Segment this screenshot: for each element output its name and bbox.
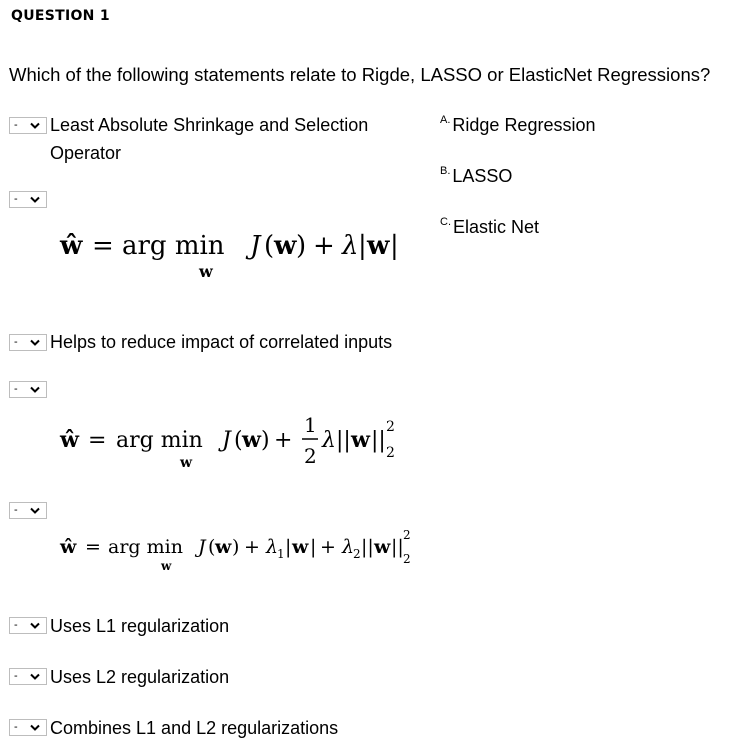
eq-bar-open: | — [285, 536, 292, 558]
eq-lambda2-sub: 2 — [353, 547, 361, 561]
statement-6: Uses L1 regularization — [50, 616, 230, 636]
eq-bar-close: | — [390, 231, 399, 261]
statement-1 — [50, 111, 368, 167]
dropdown-value: - — [14, 193, 18, 205]
dropdown-value: - — [14, 670, 18, 682]
chevron-down-icon — [30, 622, 40, 630]
chevron-down-icon — [30, 507, 40, 515]
eq-sub: 2 — [403, 552, 411, 566]
eq-w3: w — [374, 536, 391, 558]
eq-w2: w — [351, 427, 370, 453]
eq-argmin-sub: w — [180, 455, 193, 471]
equation-elastic-net — [58, 520, 438, 580]
statement-3: Helps to reduce impact of correlated inputs — [50, 332, 393, 352]
chevron-down-icon — [30, 673, 40, 681]
eq-J: J — [198, 536, 206, 558]
chevron-down-icon — [30, 339, 40, 347]
equation-lasso — [58, 222, 418, 286]
option-a — [440, 115, 595, 136]
eq-J: J — [222, 428, 231, 453]
eq-argmin-sub: w — [199, 262, 213, 281]
option-b-letter: B. — [440, 165, 451, 177]
option-b — [440, 166, 512, 187]
eq-argmin: arg min — [116, 428, 203, 453]
eq-bar-open: | — [358, 231, 367, 261]
match-dropdown-4[interactable] — [9, 381, 47, 398]
eq-lambda1: λ — [266, 536, 279, 558]
eq-w: w — [215, 536, 232, 558]
statement-7: Uses L2 regularization — [50, 667, 230, 687]
chevron-down-icon — [30, 724, 40, 732]
eq-argmin-sub: w — [161, 559, 172, 573]
eq-w2: w — [367, 231, 390, 261]
eq-equals: = — [88, 428, 107, 453]
eq-sub: 2 — [386, 445, 395, 461]
question-header: QUESTION 1 — [11, 8, 110, 24]
match-dropdown-1[interactable] — [9, 117, 47, 134]
chevron-down-icon — [30, 196, 40, 204]
dropdown-value: - — [14, 336, 18, 348]
eq-plus: + — [313, 231, 335, 261]
eq-w-hat: ŵ — [60, 536, 77, 558]
chevron-down-icon — [30, 386, 40, 394]
equation-ridge — [58, 405, 418, 475]
match-dropdown-6[interactable] — [9, 617, 47, 634]
eq-w-hat: ŵ — [60, 231, 83, 261]
match-dropdown-8[interactable] — [9, 719, 47, 736]
eq-paren-close: ) — [232, 536, 240, 558]
dropdown-value: - — [14, 119, 18, 131]
eq-equals: = — [85, 536, 101, 558]
eq-norm-open: || — [336, 428, 351, 453]
statement-1-line2: Operator — [50, 143, 122, 163]
eq-lambda: λ — [322, 428, 336, 453]
option-c — [440, 217, 539, 238]
eq-norm-close: || — [391, 536, 404, 558]
eq-sup: 2 — [403, 528, 411, 542]
dropdown-value: - — [14, 504, 18, 516]
eq-norm-close: || — [371, 428, 386, 453]
dropdown-value: - — [14, 619, 18, 631]
chevron-down-icon — [30, 122, 40, 130]
eq-w: w — [242, 427, 261, 453]
eq-frac-num: 1 — [304, 413, 317, 437]
match-dropdown-7[interactable] — [9, 668, 47, 685]
eq-w-hat: ŵ — [60, 427, 79, 453]
option-a-letter: A. — [440, 114, 451, 126]
option-c-letter: C. — [440, 216, 451, 228]
eq-plus: + — [244, 536, 260, 558]
eq-argmin: arg min — [122, 231, 225, 261]
statement-8: Combines L1 and L2 regularizations — [50, 718, 339, 738]
match-dropdown-5[interactable] — [9, 502, 47, 519]
eq-argmin: arg min — [108, 536, 183, 558]
match-dropdown-3[interactable] — [9, 334, 47, 351]
statement-1-line1: Least Absolute Shrinkage and Selection — [50, 115, 369, 135]
option-b-label: LASSO — [452, 166, 513, 186]
eq-paren-open: ( — [208, 536, 216, 558]
eq-J: J — [250, 231, 261, 261]
option-a-label: Ridge Regression — [452, 115, 596, 135]
eq-w: w — [274, 231, 297, 261]
dropdown-value: - — [14, 721, 18, 733]
dropdown-value: - — [14, 383, 18, 395]
eq-norm-open: || — [361, 536, 374, 558]
eq-plus2: + — [320, 536, 336, 558]
eq-lambda: λ — [342, 231, 359, 261]
eq-bar-close: | — [310, 536, 317, 558]
eq-frac-den: 2 — [304, 444, 317, 468]
eq-lambda2: λ — [342, 536, 355, 558]
option-c-label: Elastic Net — [453, 217, 540, 237]
eq-equals: = — [92, 231, 114, 261]
eq-lambda1-sub: 1 — [277, 547, 285, 561]
eq-plus: + — [274, 428, 293, 453]
eq-sup: 2 — [386, 419, 395, 435]
eq-paren-open: ( — [234, 428, 243, 453]
match-dropdown-2[interactable] — [9, 191, 47, 208]
eq-paren-open: ( — [264, 231, 275, 261]
eq-paren-close: ) — [296, 231, 307, 261]
eq-paren-close: ) — [261, 428, 270, 453]
eq-w2: w — [292, 536, 309, 558]
question-prompt: Which of the following statements relate to Rigde, LASSO or ElasticNet Regressions? — [9, 64, 711, 85]
